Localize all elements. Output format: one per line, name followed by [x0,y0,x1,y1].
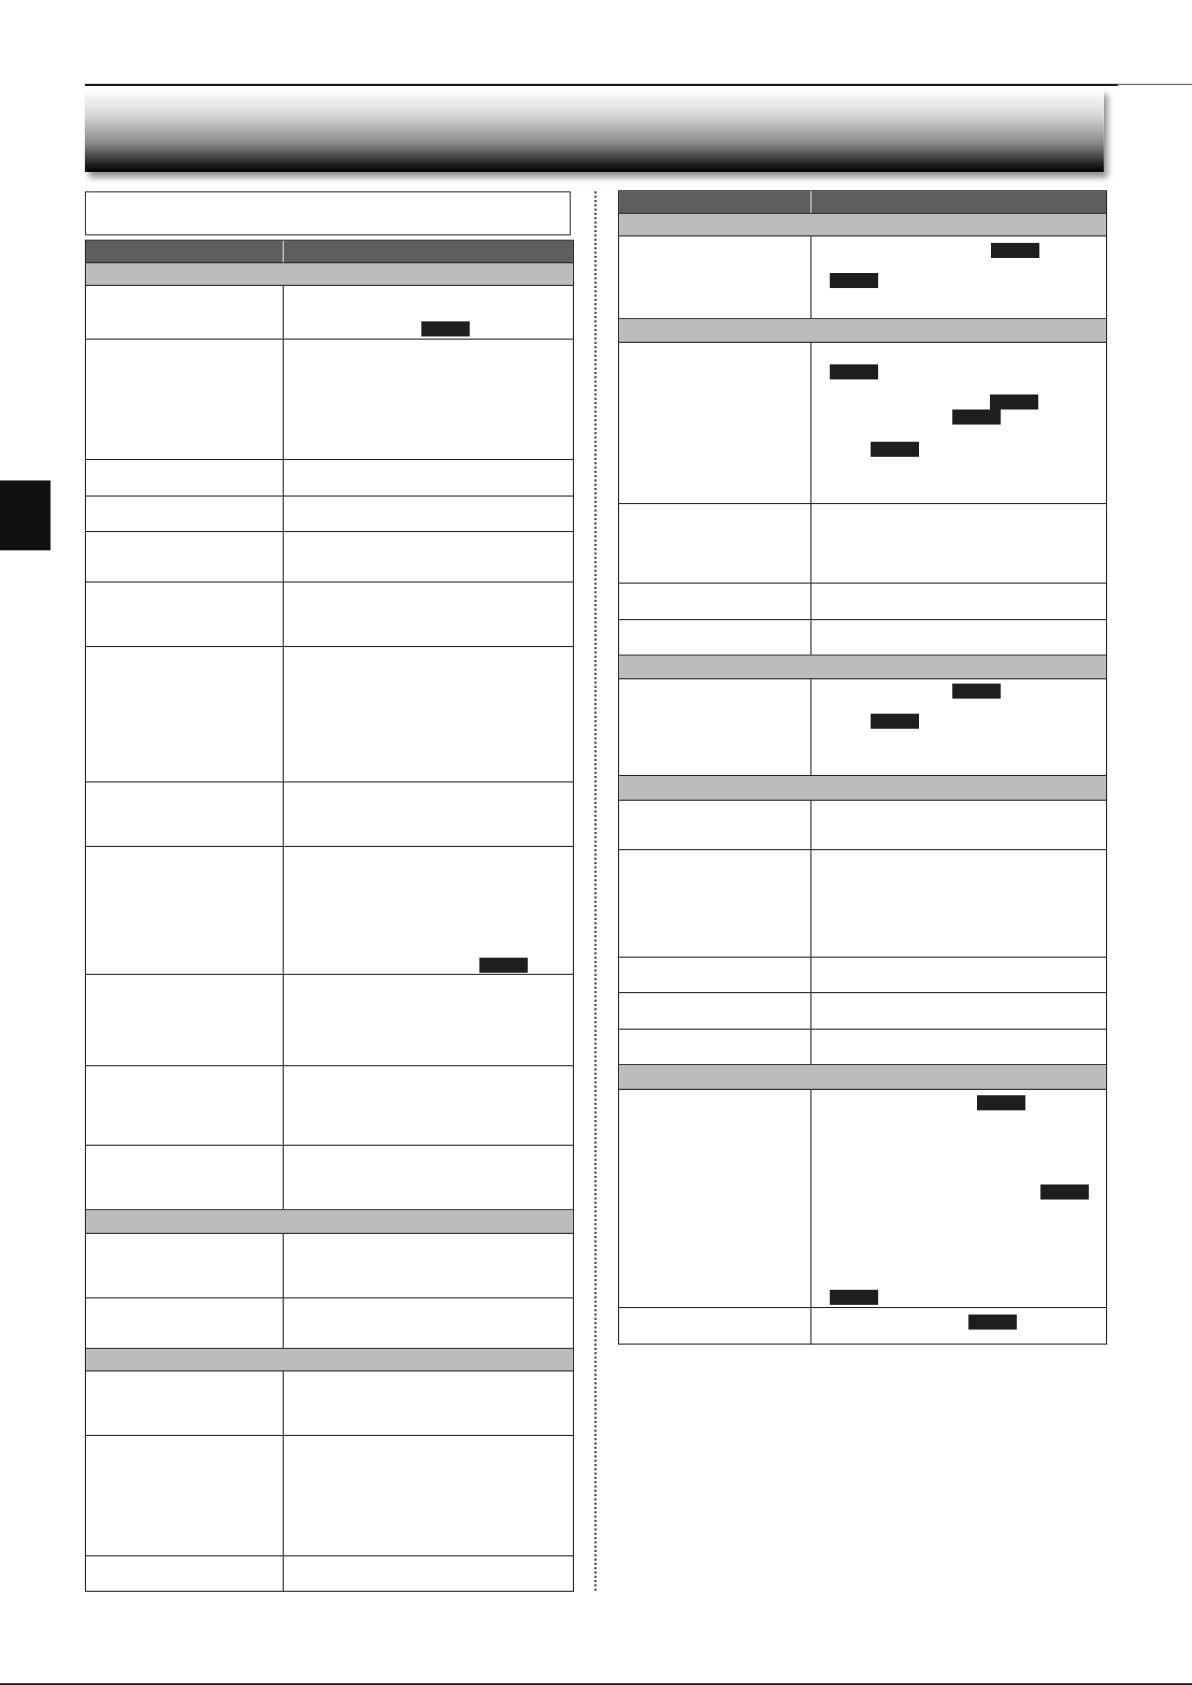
badge [830,1290,878,1305]
table-row [86,583,573,647]
badge [990,394,1038,409]
item-cell [86,286,284,339]
table-row [619,343,1106,504]
table-row [86,782,573,846]
table-row [86,460,573,497]
description-cell [812,620,1107,654]
column-header [812,191,1107,212]
badge [968,1315,1016,1330]
section-row [619,776,1106,801]
item-cell [619,958,811,992]
right-table [618,190,1107,1344]
table-row [619,958,1106,993]
badge [1040,1184,1088,1199]
item-cell [86,1371,284,1434]
table-row [86,1298,573,1349]
item-cell [86,1234,284,1297]
description-cell [284,975,573,1065]
item-cell [619,343,811,503]
item-cell [619,1090,811,1307]
description-cell [812,958,1107,992]
item-cell [86,460,284,495]
table-header-row [619,191,1106,214]
item-cell [619,236,811,318]
item-cell [86,340,284,459]
description-cell [812,1090,1107,1307]
table-row [86,1436,573,1556]
top-rule-extension [1118,84,1192,85]
item-cell [619,1030,811,1064]
badge [952,410,1000,425]
item-cell [86,1298,284,1347]
description-cell [284,1298,573,1347]
item-cell [86,647,284,781]
badge [830,273,878,288]
description-cell [812,801,1107,849]
description-cell [812,343,1107,503]
description-cell [284,1066,573,1144]
description-cell [284,497,573,531]
description-cell [812,1030,1107,1064]
badge [479,958,527,973]
table-row [619,850,1106,957]
section-row [619,656,1106,680]
badge [871,714,919,729]
description-cell [284,782,573,845]
table-row [619,1308,1106,1345]
column-header [284,241,573,262]
description-cell [284,1371,573,1434]
item-cell [619,993,811,1028]
table-row [619,1030,1106,1065]
table-row [86,1556,573,1591]
description-cell [284,1436,573,1555]
chapter-tab [0,480,51,550]
item-cell [619,801,811,849]
item-cell [86,1556,284,1591]
description-cell [812,236,1107,318]
description-cell [284,1234,573,1297]
table-row [86,1371,573,1435]
description-cell [284,647,573,781]
item-cell [619,850,811,956]
badge [952,684,1000,699]
item-cell [86,1066,284,1144]
item-cell [86,782,284,845]
table-row [619,801,1106,850]
table-row [86,847,573,975]
table-row [86,975,573,1066]
item-cell [86,975,284,1065]
item-cell [86,497,284,531]
section-row [619,1065,1106,1090]
description-cell [284,1146,573,1209]
table-row [619,620,1106,655]
table-row [86,1066,573,1146]
item-cell [619,679,811,775]
description-cell [284,460,573,495]
description-cell [812,850,1107,956]
table-row [619,584,1106,621]
description-cell [812,679,1107,775]
badge [977,1095,1025,1110]
table-row [86,497,573,532]
description-cell [812,584,1107,619]
badge [871,442,919,457]
section-row [619,214,1106,237]
table-row [86,647,573,782]
section-row [619,319,1106,343]
section-row [86,1210,573,1234]
page-header-band [85,89,1104,172]
table-row [619,993,1106,1030]
top-rule [85,84,1118,86]
table-row [619,679,1106,776]
column-divider [594,191,596,1590]
item-cell [86,532,284,581]
section-row [86,1349,573,1372]
column-header [86,241,284,262]
table-row [86,532,573,583]
item-cell [619,584,811,619]
description-cell [812,993,1107,1028]
table-row [86,1146,573,1210]
table-row [619,236,1106,319]
item-cell [86,1146,284,1209]
badge [421,321,469,336]
item-cell [619,1308,811,1345]
description-cell [284,286,573,339]
table-row [86,286,573,340]
badge [830,364,878,379]
item-cell [86,1436,284,1555]
table-row [86,340,573,460]
description-cell [284,1556,573,1591]
description-cell [284,532,573,581]
description-cell [284,340,573,459]
table-row [619,1090,1106,1308]
item-cell [619,504,811,582]
table-row [619,504,1106,584]
column-header [619,191,811,212]
section-row [86,263,573,286]
table-row [86,1234,573,1298]
intro-box [85,191,571,235]
description-cell [812,504,1107,582]
item-cell [86,847,284,974]
description-cell [284,847,573,974]
description-cell [812,1308,1107,1345]
item-cell [619,620,811,654]
left-table [85,240,574,1592]
badge [991,243,1039,258]
description-cell [284,583,573,646]
item-cell [86,583,284,646]
table-header-row [86,241,573,264]
